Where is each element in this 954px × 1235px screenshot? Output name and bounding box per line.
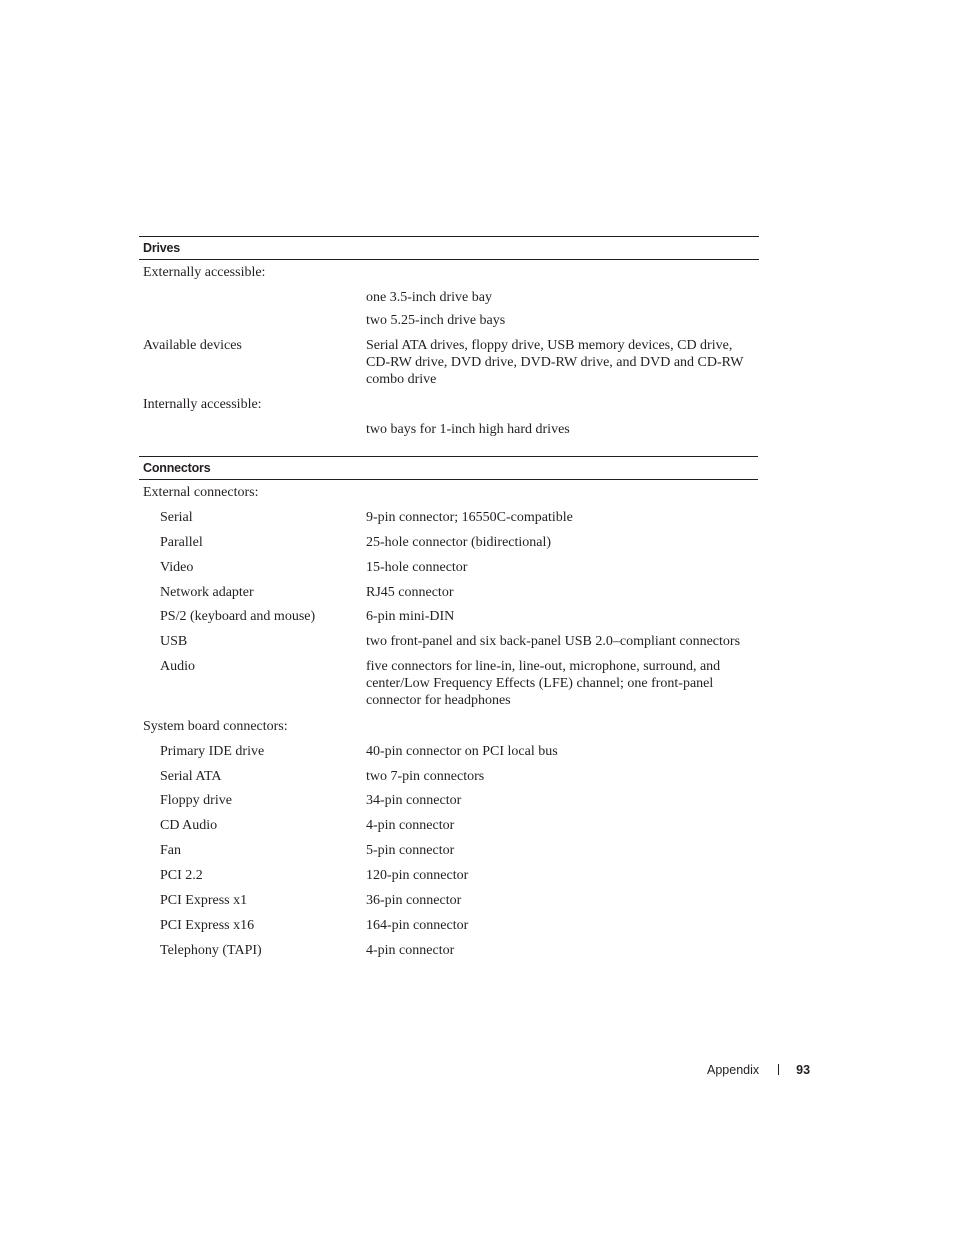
spec-label: Internally accessible: bbox=[143, 397, 262, 412]
spec-label: Floppy drive bbox=[160, 793, 232, 808]
spec-value: five connectors for line-in, line-out, microphone, surround, and center/Low Frequency Effects (LFE) channel; one front-panel connector for headphones bbox=[366, 659, 721, 708]
spec-value: Serial ATA drives, floppy drive, USB memory devices, CD drive, CD-RW drive, DVD drive, DVD-RW drive, and DVD and CD-RW combo drive bbox=[366, 338, 744, 387]
spec-label: PCI 2.2 bbox=[160, 868, 203, 883]
spec-label: PCI Express x16 bbox=[160, 918, 255, 933]
spec-label: Fan bbox=[160, 843, 181, 858]
spec-value: two 7-pin connectors bbox=[366, 769, 485, 784]
spec-value: two bays for 1-inch high hard drives bbox=[366, 422, 570, 437]
spec-value: two front-panel and six back-panel USB 2.0–compliant connectors bbox=[366, 634, 741, 649]
spec-label: Network adapter bbox=[160, 585, 254, 600]
spec-value: 40-pin connector on PCI local bus bbox=[366, 744, 558, 759]
footer-divider bbox=[778, 1064, 779, 1075]
spec-label: Serial bbox=[160, 510, 193, 525]
page-footer bbox=[707, 1062, 810, 1078]
spec-value: 6-pin mini-DIN bbox=[366, 609, 455, 624]
spec-value: 9-pin connector; 16550C-compatible bbox=[366, 510, 573, 525]
spec-value: 120-pin connector bbox=[366, 868, 469, 883]
spec-value: 4-pin connector bbox=[366, 818, 455, 833]
spec-label: Serial ATA bbox=[160, 769, 222, 784]
spec-value: 5-pin connector bbox=[366, 843, 455, 858]
spec-label: Primary IDE drive bbox=[160, 744, 265, 759]
spec-value: 164-pin connector bbox=[366, 918, 469, 933]
spec-value: 36-pin connector bbox=[366, 893, 462, 908]
spec-label: Video bbox=[160, 560, 194, 575]
connectors-section-title: Connectors bbox=[139, 456, 758, 480]
spec-value: one 3.5-inch drive bay bbox=[366, 290, 492, 305]
spec-label: Parallel bbox=[160, 535, 203, 550]
spec-label: Available devices bbox=[143, 338, 242, 353]
drives-section-title: Drives bbox=[139, 236, 759, 260]
spec-label: USB bbox=[160, 634, 188, 649]
spec-label: Telephony (TAPI) bbox=[160, 943, 262, 958]
spec-label: PS/2 (keyboard and mouse) bbox=[160, 609, 316, 624]
spec-value: RJ45 connector bbox=[366, 585, 454, 600]
footer-section-name: Appendix bbox=[707, 1063, 760, 1077]
spec-label: External connectors: bbox=[143, 485, 259, 500]
spec-label: System board connectors: bbox=[143, 719, 288, 734]
spec-label: Externally accessible: bbox=[143, 265, 266, 280]
spec-value: 15-hole connector bbox=[366, 560, 468, 575]
spec-value: 34-pin connector bbox=[366, 793, 462, 808]
spec-value: two 5.25-inch drive bays bbox=[366, 313, 506, 328]
spec-label: Audio bbox=[160, 659, 195, 674]
spec-label: CD Audio bbox=[160, 818, 218, 833]
spec-value: 4-pin connector bbox=[366, 943, 455, 958]
page-number: 93 bbox=[796, 1063, 811, 1077]
drives-section bbox=[139, 236, 759, 437]
connectors-section bbox=[139, 456, 758, 958]
spec-value: 25-hole connector (bidirectional) bbox=[366, 535, 552, 550]
spec-label: PCI Express x1 bbox=[160, 893, 248, 908]
